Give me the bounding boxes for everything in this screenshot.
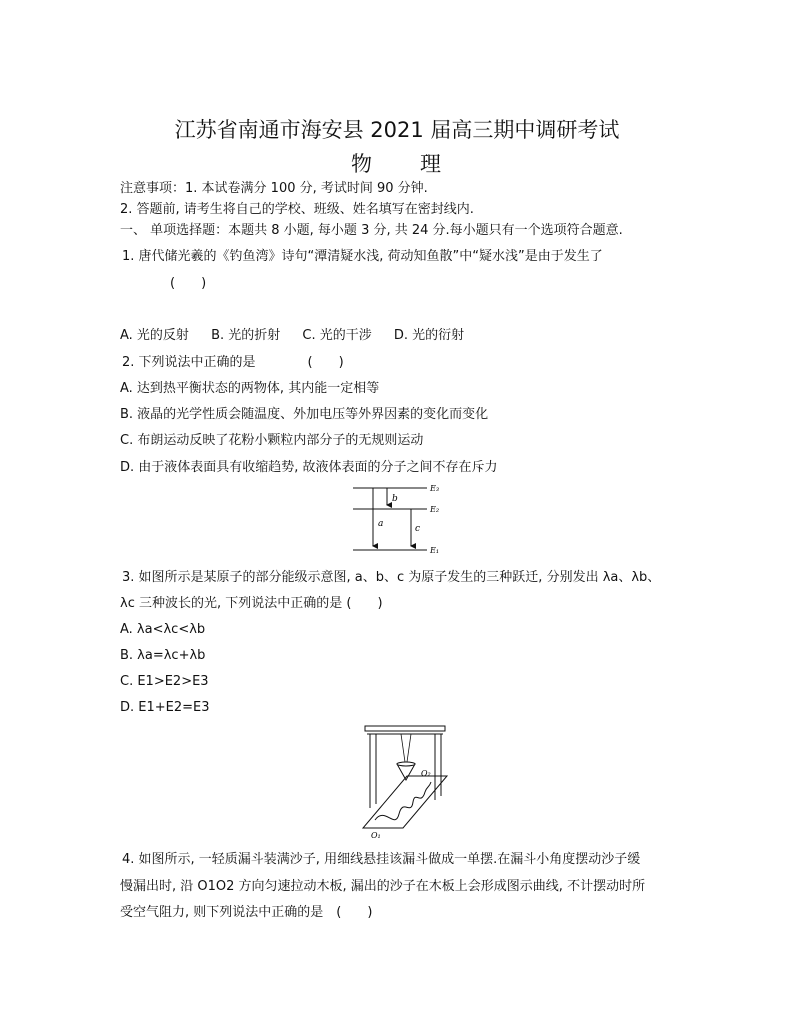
- subject-title: 物 理: [351, 152, 443, 176]
- q2-option-b: B. 液晶的光学性质会随温度、外加电压等外界因素的变化而变化: [120, 407, 489, 422]
- notes-line-2: 2. 答题前, 请考生将自己的学校、班级、姓名填写在密封线内.: [120, 202, 474, 217]
- thread-left: [401, 734, 405, 762]
- q4-stem-line-3: 受空气阻力, 则下列说法中正确的是 ( ): [120, 905, 373, 920]
- q1-blank: ( ): [170, 276, 207, 291]
- frame-top-beam: [365, 726, 445, 731]
- q1-option-a: A. 光的反射: [120, 328, 189, 343]
- q3-option-d: D. E1+E2=E3: [120, 700, 210, 715]
- q2-option-d: D. 由于液体表面具有收缩趋势, 故液体表面的分子之间不存在斥力: [120, 460, 498, 475]
- label-a: a: [378, 519, 384, 529]
- sand-pendulum-diagram: [355, 720, 455, 842]
- q1-stem: 1. 唐代储光羲的《钓鱼湾》诗句“潭清疑水浅, 荷动知鱼散”中“疑水浅”是由于发生了: [122, 249, 603, 264]
- label-e2: E₂: [430, 505, 440, 514]
- q1-option-d: D. 光的衍射: [393, 328, 465, 343]
- notes-line-1: 注意事项：1. 本试卷满分 100 分, 考试时间 90 分钟.: [120, 181, 428, 196]
- section-heading: 一、 单项选择题：本题共 8 小题, 每小题 3 分, 共 24 分.每小题只有一个选项符合题意.: [120, 223, 623, 238]
- q2-stem: 2. 下列说法中正确的是 ( ): [122, 355, 344, 370]
- thread-right: [407, 734, 411, 762]
- q1-option-c: C. 光的干涉: [302, 328, 372, 343]
- q3-stem-line-1: 3. 如图所示是某原子的部分能级示意图, a、b、c 为原子发生的三种跃迁, 分别发出 λa、λb、: [122, 570, 661, 585]
- q2-option-a: A. 达到热平衡状态的两物体, 其内能一定相等: [120, 381, 380, 396]
- label-b: b: [392, 494, 398, 504]
- q1-options: [120, 328, 482, 344]
- q3-stem-line-2: λc 三种波长的光, 下列说法中正确的是 ( ): [120, 596, 383, 611]
- energy-level-diagram: [345, 480, 455, 558]
- label-e1: E₁: [430, 546, 440, 555]
- q3-option-c: C. E1>E2>E3: [120, 674, 209, 689]
- exam-title: 江苏省南通市海安县 2021 届高三期中调研考试: [174, 118, 620, 142]
- q1-option-b: B. 光的折射: [211, 328, 281, 343]
- sand-trace-curve: [375, 782, 431, 820]
- label-o2: O₂: [421, 769, 431, 778]
- label-o1: O₁: [371, 831, 381, 840]
- q2-option-c: C. 布朗运动反映了花粉小颗粒内部分子的无规则运动: [120, 433, 424, 448]
- q4-stem-line-2: 慢漏出时, 沿 O1O2 方向匀速拉动木板, 漏出的沙子在木板上会形成图示曲线, 不计摆动时所: [120, 879, 646, 894]
- q4-stem-line-1: 4. 如图所示, 一轻质漏斗装满沙子, 用细线悬挂该漏斗做成一单摆.在漏斗小角度摆动沙子缓: [122, 852, 641, 867]
- label-e3: E₃: [430, 484, 440, 493]
- label-c: c: [415, 524, 421, 534]
- q3-option-a: A. λa<λc<λb: [120, 622, 206, 637]
- q3-option-b: B. λa=λc+λb: [120, 648, 206, 663]
